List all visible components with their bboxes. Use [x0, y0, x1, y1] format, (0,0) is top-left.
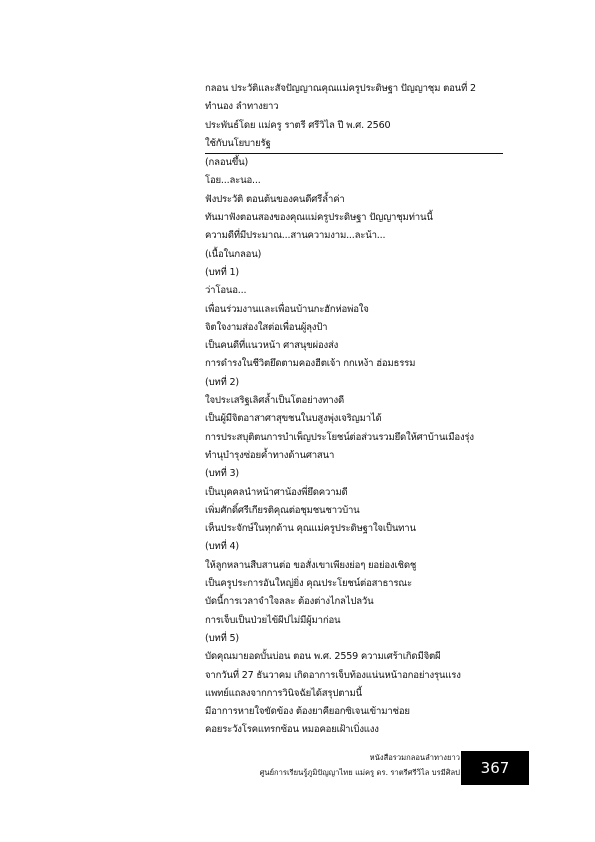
poem-line: เพิ่มศักดิ์ศรีเกียรติคุณต่อชุมชนชาวบ้าน	[205, 504, 360, 516]
poem-line: เป็นผู้มีจิตอาสาศาสุขชนในบสูงพุ่งเจริญมาได้	[205, 413, 382, 425]
poem-line: ความดีที่มีประมาณ...สานความงาม...ละน้า...	[205, 230, 386, 242]
poem-line: การประสบุติตนการบำเพ็ญประโยชน์ต่อส่วนรวมยึดให้ศาบ้านเมืองรุ่ง	[205, 431, 474, 443]
stanza-heading: (บทที่ 2)	[205, 376, 239, 388]
author-line: ประพันธ์โดย แม่ครู ราตรี ศรีวิไล ปี พ.ศ. 2560	[205, 119, 391, 131]
poem-line: คอยระวังโรคแทรกซ้อน หมอคอยเฝ้าเบิ่งแงง	[205, 724, 379, 736]
poem-line: เป็นครูประการอันใหญ่ยิ่ง คุณประโยชน์ต่อสาธารณะ	[205, 578, 412, 590]
poem-line: เป็นคนดีที่แนวหน้า ศาสนุขผ่องส่ง	[205, 340, 339, 352]
stanza-heading: (บทที่ 5)	[205, 632, 239, 644]
stanza-heading: (บทที่ 4)	[205, 541, 239, 553]
publisher-line: ศูนย์การเรียนรู้ภูมิปัญญาไทย แม่ครู ดร. ราตรีศรีวิไล บรมีศิลป	[259, 768, 460, 777]
section-heading: (กลอนขึ้น)	[205, 157, 249, 169]
poem-line: ใจประเสริฐเลิศล้ำเป็นโตอย่างทางดี	[205, 395, 344, 407]
poem-line: โอย...ละนอ...	[205, 175, 261, 187]
stanza-heading: (บทที่ 3)	[205, 468, 239, 480]
poem-line: เป็นบุคคลนำหน้าศาน้องพี่ยึดความดี	[205, 486, 348, 498]
poem-line: มีอาการหายใจขัดข้อง ต้องยาคียอกซิเจนเข้ามาช่อย	[205, 706, 410, 718]
poem-line: การดำรงในชีวิตยึดตามคองฮีตเจ้า กกเหง้า ฮ่อมธรรม	[205, 358, 416, 370]
section-heading: (เนื้อในกลอน)	[205, 248, 262, 260]
poem-title: กลอน ประวัติและสัจปัญญาณคุณแม่ครูประดิษฐา ปัญญาชุม ตอนที่ 2	[205, 83, 476, 94]
poem-line: การเจ็บเป็นป่วยไข้ผีปไม่มีผู้มาก่อน	[205, 614, 341, 626]
poem-line: แพทย์แถลงจากการวินิจฉัยได้สรุปตามนี้	[205, 687, 362, 699]
poem-line: เพื่อนร่วมงานและเพื่อนบ้านกะฮักห่อพ่อใจ	[205, 303, 369, 315]
poem-line: ว่าโอนอ...	[205, 285, 247, 297]
page-footer	[200, 750, 460, 780]
poem-line: จากวันที่ 27 ธันวาคม เกิดอาการเจ็บท้องแน่นหน้าอกอย่างรุนแรง	[205, 669, 461, 681]
book-title: หนังสือรวมกลอนลำทางยาว	[369, 753, 460, 762]
poem-line: จิตใจงามส่องใสต่อเพื่อนผู้ลุงป้า	[205, 321, 328, 333]
poem-line: เห็นประจักษ์ในทุกด้าน คุณแม่ครูประดิษฐาใจเป็นทาน	[205, 523, 416, 535]
poem-line: บัดคุณมายอดบั้นบ่อน ตอน พ.ศ. 2559 ความเศร้าเกิดมีจิตผี	[205, 651, 441, 663]
poem-line: บัดนี้การเวลาจำใจลละ ต้องต่างไกลไปลวัน	[205, 596, 374, 608]
page-number: 367	[461, 751, 529, 785]
poem-line: ให้ลูกหลานสืบสานต่อ ขอสั่งเขาเพียงย่อๆ ยอย่องเชิดชู	[205, 559, 417, 571]
poem-line: ทันมาฟังตอนสองของคุณแม่ครูประดิษฐา ปัญญาชุมท่านนี้	[205, 212, 433, 224]
stanza-heading: (บทที่ 1)	[205, 266, 239, 278]
usage-line: ใช้กับนโยบายรัฐ	[205, 135, 503, 154]
melody-line: ทำนอง ลำทางยาว	[205, 101, 279, 113]
poem-line: ทำนุบำรุงซ่อยค้ำทางด้านศาสนา	[205, 449, 335, 461]
poem-body	[205, 80, 545, 740]
poem-line: ฟังประวัติ ตอนต้นของคนดีศรีล้ำค่า	[205, 193, 345, 205]
